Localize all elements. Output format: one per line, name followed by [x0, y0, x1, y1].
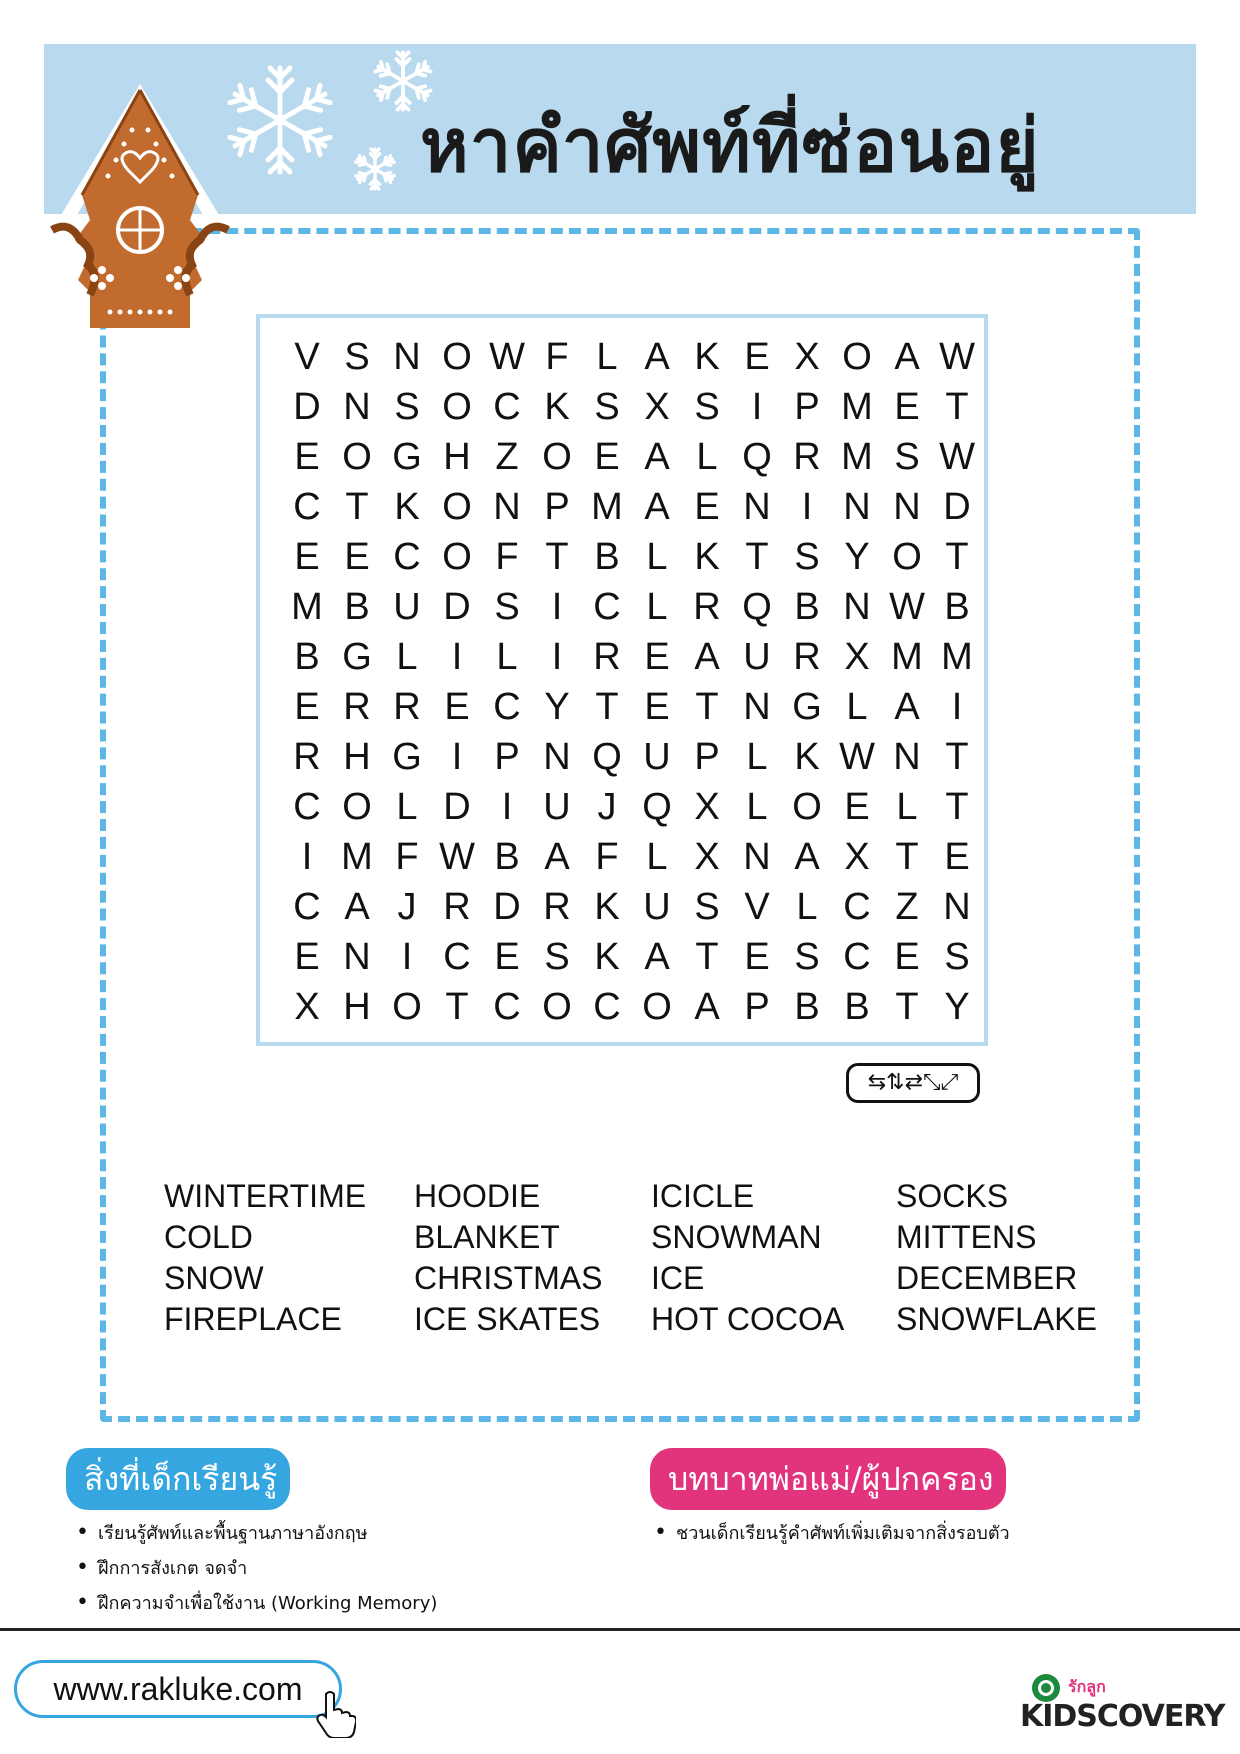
grid-letter: A [644, 435, 670, 478]
grid-letter: T [895, 835, 919, 878]
snowflake-icon [352, 146, 398, 192]
grid-letter: V [744, 885, 770, 928]
grid-letter: P [794, 385, 820, 428]
grid-letter: E [744, 335, 770, 378]
kidscovery-logo [1016, 1666, 1230, 1732]
grid-row [282, 982, 982, 1032]
grid-letter: W [489, 335, 525, 378]
learning-label: สิ่งที่เด็กเรียนรู้ [66, 1448, 290, 1510]
grid-letter: T [445, 985, 469, 1028]
grid-letter: X [644, 385, 670, 428]
word-item: ICICLE [651, 1178, 755, 1214]
grid-letter: C [493, 685, 521, 728]
word-item: WINTERTIME [164, 1178, 367, 1214]
grid-letter: M [841, 385, 873, 428]
grid-letter: L [396, 635, 418, 678]
grid-letter: Q [742, 585, 772, 628]
grid-letter: I [551, 585, 563, 628]
grid-letter: A [644, 335, 670, 378]
grid-row [282, 332, 982, 382]
grid-letter: E [294, 535, 320, 578]
grid-letter: P [544, 485, 570, 528]
grid-letter: M [891, 635, 923, 678]
grid-letter: D [943, 485, 971, 528]
grid-letter: A [794, 835, 820, 878]
grid-letter: A [894, 685, 920, 728]
list-item: • ชวนเด็กเรียนรู้คำศัพท์เพิ่มเติมจากสิ่งรอบตัว [654, 1516, 1010, 1551]
grid-letter: J [597, 785, 617, 828]
grid-letter: L [846, 685, 868, 728]
grid-letter: D [493, 885, 521, 928]
grid-letter: I [451, 735, 463, 778]
grid-row [282, 432, 982, 482]
grid-letter: X [694, 835, 720, 878]
grid-letter: N [493, 485, 521, 528]
grid-letter: I [301, 835, 313, 878]
grid-letter: O [842, 335, 872, 378]
gingerbread-house-icon [40, 80, 240, 330]
grid-letter: R [593, 635, 621, 678]
grid-letter: U [743, 635, 771, 678]
grid-letter: L [796, 885, 818, 928]
grid-letter: M [291, 585, 323, 628]
grid-letter: E [444, 685, 470, 728]
word-column-4 [896, 1176, 1097, 1340]
grid-letter: N [343, 385, 371, 428]
website-link[interactable]: www.rakluke.com [14, 1660, 342, 1718]
grid-letter: T [695, 935, 719, 978]
grid-letter: E [294, 435, 320, 478]
grid-letter: O [642, 985, 672, 1028]
grid-letter: O [342, 785, 372, 828]
grid-letter: L [496, 635, 518, 678]
grid-row [282, 532, 982, 582]
word-item: CHRISTMAS [414, 1260, 603, 1296]
grid-letter: Y [844, 535, 870, 578]
grid-letter: S [694, 885, 720, 928]
word-column-1 [164, 1176, 366, 1340]
grid-letter: E [644, 635, 670, 678]
grid-letter: S [694, 385, 720, 428]
grid-letter: T [945, 735, 969, 778]
grid-letter: E [644, 685, 670, 728]
grid-letter: B [844, 985, 870, 1028]
grid-letter: W [439, 835, 475, 878]
word-search-grid [256, 314, 988, 1046]
grid-letter: O [892, 535, 922, 578]
grid-letter: R [393, 685, 421, 728]
grid-letter: M [591, 485, 623, 528]
svg-text:KIDSCOVERY: KIDSCOVERY [1020, 1699, 1225, 1732]
grid-letter: L [896, 785, 918, 828]
parents-list [654, 1516, 1010, 1551]
parents-label: บทบาทพ่อแม่/ผู้ปกครอง [650, 1448, 1006, 1510]
grid-letter: T [345, 485, 369, 528]
grid-letter: H [343, 735, 371, 778]
grid-letter: I [401, 935, 413, 978]
grid-letter: G [392, 435, 422, 478]
grid-letter: O [442, 485, 472, 528]
grid-letter: U [543, 785, 571, 828]
letter-table [282, 332, 982, 1032]
grid-letter: I [751, 385, 763, 428]
grid-letter: V [294, 335, 320, 378]
grid-letter: S [794, 935, 820, 978]
grid-letter: R [343, 685, 371, 728]
grid-letter: O [342, 435, 372, 478]
list-item: • เรียนรู้ศัพท์และพื้นฐานภาษาอังกฤษ [76, 1516, 437, 1551]
grid-letter: J [397, 885, 417, 928]
grid-letter: S [544, 935, 570, 978]
grid-letter: N [743, 485, 771, 528]
grid-letter: R [793, 435, 821, 478]
grid-letter: U [393, 585, 421, 628]
grid-letter: W [939, 335, 975, 378]
grid-row [282, 932, 982, 982]
grid-letter: B [794, 985, 820, 1028]
grid-letter: O [442, 385, 472, 428]
direction-arrows-icon: ⇆⇅⇄⤡⤢ [846, 1063, 980, 1103]
grid-letter: M [941, 635, 973, 678]
word-item: HOODIE [414, 1178, 541, 1214]
word-item: COLD [164, 1219, 253, 1255]
grid-letter: K [694, 535, 720, 578]
list-item: • ฝึกการสังเกต จดจำ [76, 1551, 437, 1586]
grid-letter: T [595, 685, 619, 728]
grid-letter: C [293, 485, 321, 528]
grid-letter: C [843, 885, 871, 928]
grid-letter: T [895, 985, 919, 1028]
grid-letter: T [945, 535, 969, 578]
grid-letter: F [395, 835, 419, 878]
learning-list [76, 1516, 437, 1621]
word-column-2 [414, 1176, 602, 1340]
grid-letter: H [343, 985, 371, 1028]
grid-letter: E [494, 935, 520, 978]
word-item: SNOW [164, 1260, 264, 1296]
grid-letter: K [594, 885, 620, 928]
grid-letter: O [442, 535, 472, 578]
grid-letter: E [344, 535, 370, 578]
grid-letter: L [696, 435, 718, 478]
grid-letter: P [694, 735, 720, 778]
grid-letter: L [746, 735, 768, 778]
word-item: FIREPLACE [164, 1301, 342, 1337]
grid-letter: N [843, 485, 871, 528]
grid-letter: L [646, 585, 668, 628]
grid-letter: E [894, 935, 920, 978]
grid-letter: X [694, 785, 720, 828]
grid-letter: K [544, 385, 570, 428]
grid-letter: Y [944, 985, 970, 1028]
word-item: MITTENS [896, 1219, 1037, 1255]
grid-letter: N [343, 935, 371, 978]
grid-letter: R [543, 885, 571, 928]
grid-letter: Q [592, 735, 622, 778]
grid-letter: Z [895, 885, 919, 928]
grid-letter: U [643, 735, 671, 778]
grid-letter: C [293, 785, 321, 828]
grid-letter: N [743, 835, 771, 878]
grid-letter: S [794, 535, 820, 578]
grid-letter: I [451, 635, 463, 678]
grid-letter: B [494, 835, 520, 878]
grid-letter: O [442, 335, 472, 378]
grid-letter: L [646, 835, 668, 878]
grid-letter: B [294, 635, 320, 678]
grid-letter: B [944, 585, 970, 628]
grid-letter: B [794, 585, 820, 628]
grid-letter: G [392, 735, 422, 778]
grid-letter: W [939, 435, 975, 478]
grid-letter: I [551, 635, 563, 678]
grid-letter: E [294, 685, 320, 728]
grid-row [282, 882, 982, 932]
grid-letter: A [344, 885, 370, 928]
grid-letter: A [694, 985, 720, 1028]
grid-letter: F [595, 835, 619, 878]
grid-letter: M [841, 435, 873, 478]
page-title: หาคำศัพท์ที่ซ่อนอยู่ [420, 103, 1040, 189]
footer-divider [0, 1628, 1240, 1631]
grid-letter: D [443, 785, 471, 828]
grid-letter: F [495, 535, 519, 578]
grid-letter: P [494, 735, 520, 778]
word-item: HOT COCOA [651, 1301, 845, 1337]
grid-letter: O [392, 985, 422, 1028]
grid-letter: X [844, 635, 870, 678]
grid-letter: K [694, 335, 720, 378]
grid-letter: N [543, 735, 571, 778]
grid-letter: S [594, 385, 620, 428]
grid-row [282, 632, 982, 682]
grid-letter: L [396, 785, 418, 828]
grid-letter: L [646, 535, 668, 578]
grid-letter: A [644, 485, 670, 528]
grid-letter: R [293, 735, 321, 778]
grid-letter: Q [642, 785, 672, 828]
grid-row [282, 732, 982, 782]
grid-letter: C [443, 935, 471, 978]
grid-letter: A [544, 835, 570, 878]
grid-letter: S [894, 435, 920, 478]
grid-letter: S [394, 385, 420, 428]
grid-row [282, 682, 982, 732]
grid-letter: Y [544, 685, 570, 728]
grid-letter: E [694, 485, 720, 528]
grid-letter: B [344, 585, 370, 628]
word-item: SNOWMAN [651, 1219, 822, 1255]
grid-letter: U [643, 885, 671, 928]
grid-letter: N [943, 885, 971, 928]
grid-row [282, 582, 982, 632]
grid-letter: A [894, 335, 920, 378]
grid-letter: W [889, 585, 925, 628]
word-column-3 [651, 1176, 844, 1340]
grid-letter: T [945, 785, 969, 828]
grid-letter: B [594, 535, 620, 578]
grid-letter: C [393, 535, 421, 578]
grid-letter: S [494, 585, 520, 628]
grid-letter: I [951, 685, 963, 728]
grid-letter: T [945, 385, 969, 428]
word-item: SNOWFLAKE [896, 1301, 1097, 1337]
grid-letter: O [542, 435, 572, 478]
grid-letter: E [594, 435, 620, 478]
grid-letter: R [693, 585, 721, 628]
grid-letter: L [746, 785, 768, 828]
grid-letter: G [342, 635, 372, 678]
grid-letter: E [894, 385, 920, 428]
grid-letter: E [944, 835, 970, 878]
grid-letter: T [695, 685, 719, 728]
grid-letter: Z [495, 435, 519, 478]
grid-letter: E [844, 785, 870, 828]
grid-letter: X [294, 985, 320, 1028]
grid-letter: T [545, 535, 569, 578]
pointer-hand-icon [316, 1690, 356, 1738]
grid-row [282, 782, 982, 832]
grid-letter: P [744, 985, 770, 1028]
grid-letter: A [694, 635, 720, 678]
grid-letter: N [843, 585, 871, 628]
grid-letter: I [501, 785, 513, 828]
grid-letter: C [843, 935, 871, 978]
grid-row [282, 482, 982, 532]
grid-letter: R [443, 885, 471, 928]
grid-letter: T [745, 535, 769, 578]
grid-letter: N [893, 485, 921, 528]
grid-letter: X [844, 835, 870, 878]
grid-letter: N [393, 335, 421, 378]
grid-letter: Q [742, 435, 772, 478]
grid-letter: A [644, 935, 670, 978]
grid-letter: I [801, 485, 813, 528]
grid-letter: F [545, 335, 569, 378]
grid-letter: R [793, 635, 821, 678]
grid-letter: C [593, 585, 621, 628]
grid-letter: N [743, 685, 771, 728]
grid-letter: O [792, 785, 822, 828]
grid-letter: H [443, 435, 471, 478]
svg-text:รักลูก: รักลูก [1068, 1677, 1106, 1696]
grid-letter: K [794, 735, 820, 778]
grid-letter: S [944, 935, 970, 978]
grid-letter: C [593, 985, 621, 1028]
word-item: SOCKS [896, 1178, 1009, 1214]
grid-letter: K [594, 935, 620, 978]
word-item: ICE [651, 1260, 705, 1296]
grid-letter: E [294, 935, 320, 978]
grid-letter: E [744, 935, 770, 978]
grid-letter: S [344, 335, 370, 378]
word-item: ICE SKATES [414, 1301, 601, 1337]
grid-row [282, 382, 982, 432]
grid-letter: C [293, 885, 321, 928]
grid-letter: D [443, 585, 471, 628]
list-item: • ฝึกความจำเพื่อใช้งาน (Working Memory) [76, 1586, 437, 1621]
grid-letter: M [341, 835, 373, 878]
word-item: BLANKET [414, 1219, 560, 1255]
grid-letter: L [596, 335, 618, 378]
grid-letter: N [893, 735, 921, 778]
grid-letter: D [293, 385, 321, 428]
grid-letter: C [493, 385, 521, 428]
grid-letter: X [794, 335, 820, 378]
grid-letter: O [542, 985, 572, 1028]
word-item: DECEMBER [896, 1260, 1078, 1296]
grid-row [282, 832, 982, 882]
grid-letter: C [493, 985, 521, 1028]
grid-letter: K [394, 485, 420, 528]
grid-letter: W [839, 735, 875, 778]
grid-letter: G [792, 685, 822, 728]
